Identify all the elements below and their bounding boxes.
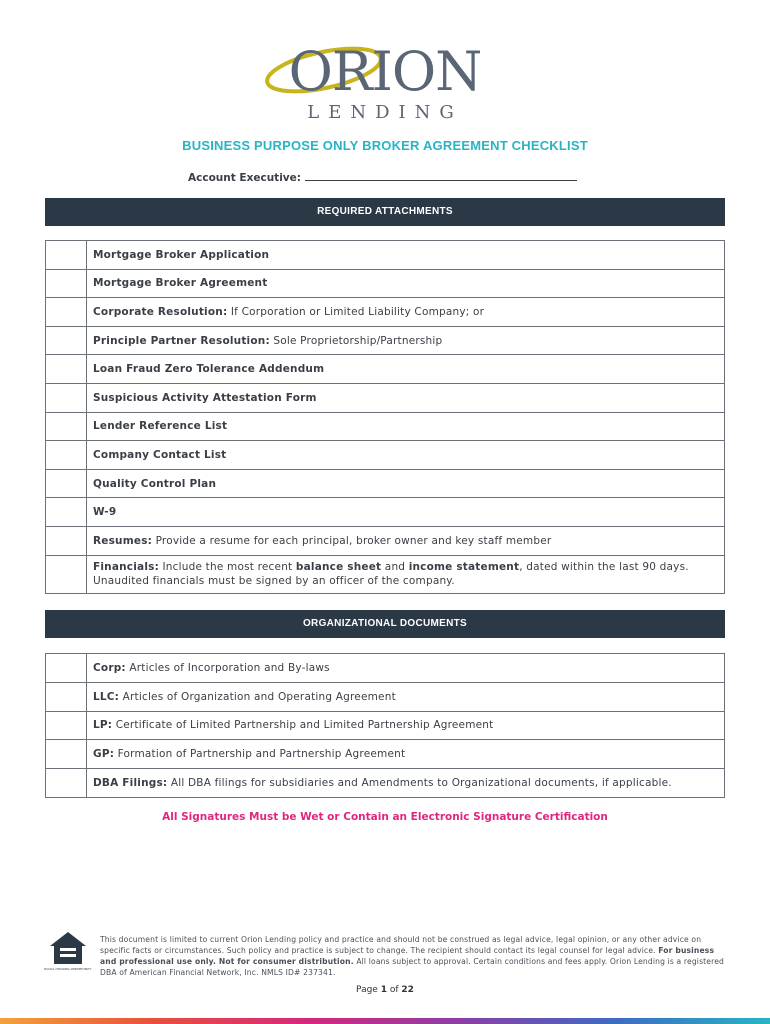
checkbox-cell[interactable] (46, 740, 87, 769)
account-executive-field[interactable] (305, 171, 577, 181)
account-executive-label: Account Executive: (188, 172, 301, 184)
table-row (46, 326, 725, 355)
item-label: Resumes: (93, 534, 153, 547)
table-row (46, 769, 725, 798)
required-attachments-table (45, 240, 725, 594)
item-text (87, 654, 725, 683)
required-attachments-header: REQUIRED ATTACHMENTS (45, 198, 725, 226)
item-description: If Corporation or Limited Liability Company; or (227, 305, 485, 318)
item-label: DBA Filings: (93, 777, 168, 790)
item-description: Include the most recent (158, 561, 296, 574)
item-description: , dated within the last 90 days. Unaudited financials must be signed by an officer of the company. (93, 561, 689, 588)
item-description: and (381, 561, 409, 574)
equal-housing-label: EQUAL HOUSING OPPORTUNITY (44, 967, 92, 971)
item-text (87, 526, 725, 555)
table-row (46, 241, 725, 270)
item-text (87, 769, 725, 798)
checkbox-cell[interactable] (46, 469, 87, 498)
item-text (87, 383, 725, 412)
item-description: Sole Proprietorship/Partnership (269, 334, 443, 347)
table-row (46, 355, 725, 384)
organizational-documents-table (45, 653, 725, 798)
item-text (87, 298, 725, 327)
item-text (87, 412, 725, 441)
item-label: Quality Control Plan (93, 477, 217, 490)
equal-housing-icon (44, 930, 92, 974)
item-label: Lender Reference List (93, 420, 228, 433)
document-title: BUSINESS PURPOSE ONLY BROKER AGREEMENT CHECKLIST (182, 138, 588, 153)
item-text (87, 269, 725, 298)
item-label: Corp: (93, 661, 126, 674)
item-text (87, 355, 725, 384)
table-row (46, 469, 725, 498)
item-label: Mortgage Broker Application (93, 248, 270, 261)
checkbox-cell[interactable] (46, 498, 87, 527)
table-row (46, 441, 725, 470)
table-row (46, 654, 725, 683)
checkbox-cell[interactable] (46, 526, 87, 555)
item-description: All DBA filings for subsidiaries and Amendments to Organizational documents, if applicable. (167, 777, 672, 790)
item-description: Provide a resume for each principal, broker owner and key staff member (152, 534, 552, 547)
checkbox-cell[interactable] (46, 682, 87, 711)
orion-lending-logo (262, 36, 508, 122)
checkbox-cell[interactable] (46, 711, 87, 740)
disclaimer-text (100, 934, 728, 978)
page-current: 1 (380, 985, 387, 995)
disclaimer-bold: For business and professional use only. Not for consumer distribution. (100, 946, 715, 966)
item-description: Certificate of Limited Partnership and Limited Partnership Agreement (112, 719, 494, 732)
item-label: Mortgage Broker Agreement (93, 277, 268, 290)
disclaimer-part-1: This document is limited to current Orion Lending policy and practice and should not be construed as legal advice, legal opinion, or any other advice on specific facts or circumstances. Such policy and practice is subject to change. The recipient should contact its legal counsel for legal advice. (100, 935, 702, 955)
item-label: Corporate Resolution: (93, 305, 228, 318)
item-label: W-9 (93, 506, 117, 519)
item-text (87, 498, 725, 527)
table-row (46, 298, 725, 327)
item-text (87, 469, 725, 498)
checkbox-cell[interactable] (46, 298, 87, 327)
checkbox-cell[interactable] (46, 269, 87, 298)
table-row (46, 711, 725, 740)
table-row (46, 498, 725, 527)
signature-note: All Signatures Must be Wet or Contain an Electronic Signature Certification (162, 811, 608, 823)
item-label: LLC: (93, 690, 120, 703)
checkbox-cell[interactable] (46, 241, 87, 270)
footer-color-bar (0, 1018, 770, 1024)
item-label: LP: (93, 719, 113, 732)
item-description: Articles of Organization and Operating Agreement (119, 690, 396, 703)
disclaimer-part-2: All loans subject to approval. Certain conditions and fees apply. Orion Lending is a registered DBA of American Financial Network, Inc. NMLS ID# 237341. (100, 957, 725, 977)
item-text (87, 326, 725, 355)
table-row (46, 682, 725, 711)
item-emphasis: balance sheet (295, 561, 382, 574)
table-row (46, 555, 725, 593)
item-text (87, 711, 725, 740)
item-text (87, 555, 725, 593)
logo-subword: LENDING (307, 102, 463, 123)
checkbox-cell[interactable] (46, 555, 87, 593)
item-label: Loan Fraud Zero Tolerance Addendum (93, 363, 325, 376)
checkbox-cell[interactable] (46, 441, 87, 470)
item-label: Suspicious Activity Attestation Form (93, 391, 317, 404)
logo-mark (262, 36, 508, 122)
organizational-documents-header: ORGANIZATIONAL DOCUMENTS (45, 610, 725, 638)
item-emphasis: income statement (408, 561, 520, 574)
logo-wordmark: ORION (288, 40, 482, 103)
checkbox-cell[interactable] (46, 355, 87, 384)
item-text (87, 740, 725, 769)
table-row (46, 269, 725, 298)
table-row (46, 412, 725, 441)
item-description: Articles of Incorporation and By-laws (125, 661, 330, 674)
item-text (87, 441, 725, 470)
page-number (0, 985, 770, 995)
item-label: GP: (93, 748, 115, 761)
item-label: Principle Partner Resolution: (93, 334, 270, 347)
item-label: Financials: (93, 561, 159, 574)
checkbox-cell[interactable] (46, 412, 87, 441)
page-of: of (389, 985, 399, 995)
checkbox-cell[interactable] (46, 326, 87, 355)
page-total: 22 (401, 985, 414, 995)
table-row (46, 383, 725, 412)
checkbox-cell[interactable] (46, 654, 87, 683)
table-row (46, 526, 725, 555)
item-text (87, 241, 725, 270)
checkbox-cell[interactable] (46, 383, 87, 412)
checkbox-cell[interactable] (46, 769, 87, 798)
account-executive-row (188, 171, 577, 184)
page-prefix: Page (356, 985, 378, 995)
item-description: Formation of Partnership and Partnership Agreement (114, 748, 406, 761)
item-label: Company Contact List (93, 448, 227, 461)
table-row (46, 740, 725, 769)
item-text (87, 682, 725, 711)
